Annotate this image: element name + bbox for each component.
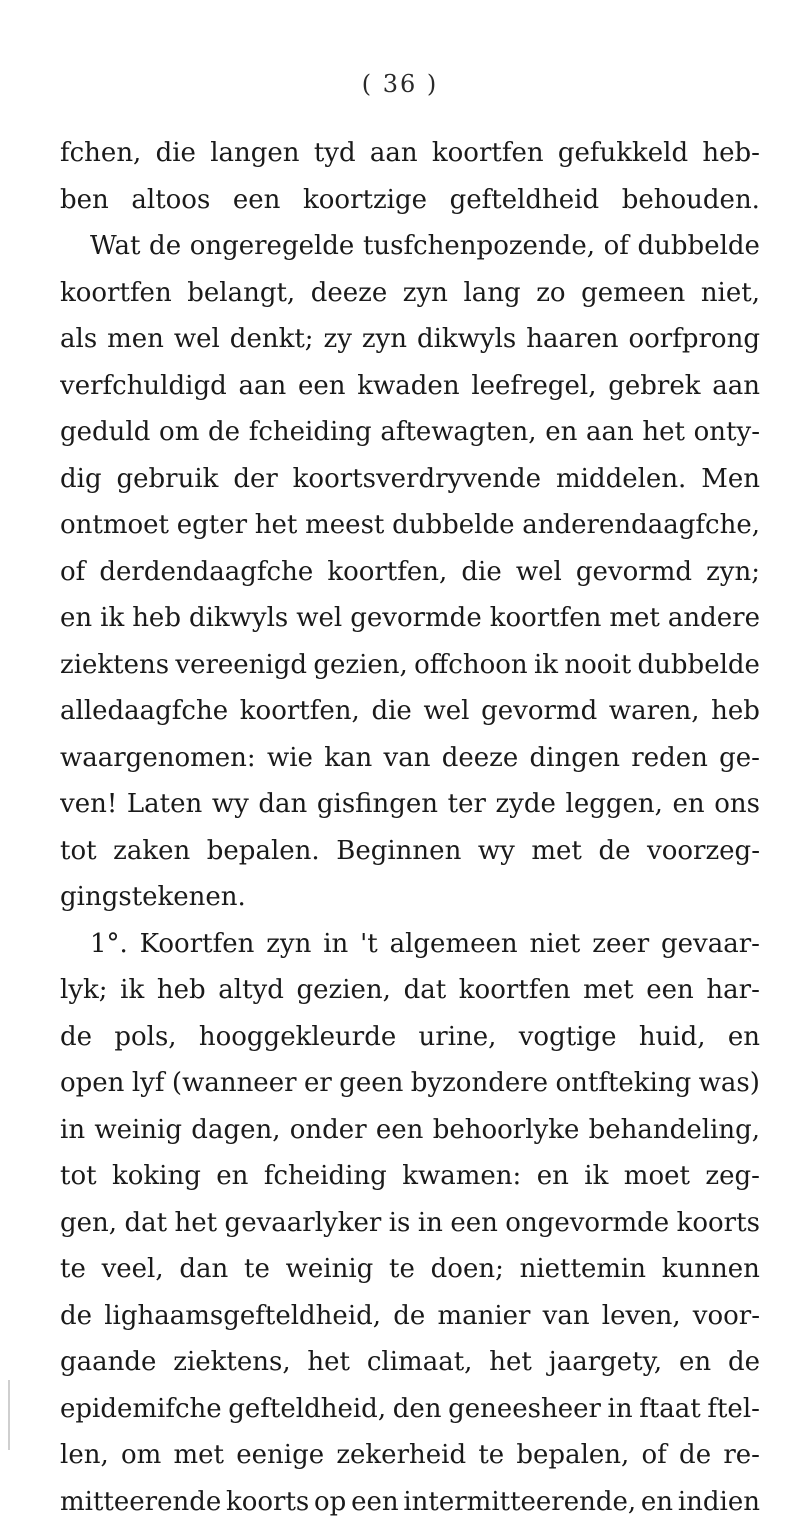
word: leefregel, [471,363,596,410]
word: de [208,409,240,456]
word: of [60,549,85,596]
word: wel [174,316,220,363]
word: ben [60,177,109,224]
word: in [323,921,348,968]
text-line [60,130,760,177]
word: heb [132,595,181,642]
word: dagen, [191,1107,280,1154]
word: offchoon [414,642,527,689]
word: het [642,409,685,456]
word: 1°. [90,921,128,968]
word: en [679,1339,711,1386]
word: dubbelde [392,502,514,549]
word: te [60,1246,86,1293]
word: kunnen [662,1246,760,1293]
word: tot [60,828,97,875]
word: ons [714,781,760,828]
word: en [641,1479,673,1525]
word: ik [100,595,124,642]
word: waren, [609,688,700,735]
word: lighaamsgefteldheid, [104,1293,381,1340]
word: geneesheer [448,1386,601,1433]
word: pols, [114,1014,176,1061]
word: een [646,967,694,1014]
word: koortsverdryvende [293,456,541,503]
word: kan [324,735,372,782]
text-line [60,177,760,224]
word: was) [699,1060,760,1107]
word: denkt; [230,316,314,363]
word: alledaagfche [60,688,228,735]
text-line [60,595,760,642]
word: gevormd [576,549,692,596]
word: indien [678,1479,760,1525]
word: zeg- [705,1153,760,1200]
word: gebrek [608,363,700,410]
word: gaande [60,1339,156,1386]
word: huid, [639,1014,706,1061]
word: heb [711,688,760,735]
word: fcheiding [264,1153,387,1200]
word: er [304,1060,332,1107]
word: in [608,1386,633,1433]
word: koorts [226,1479,309,1525]
word: in [418,1200,443,1247]
text-line [60,735,760,782]
text-line [60,1200,760,1247]
text-line [60,1479,760,1525]
text-line [60,1386,760,1433]
word: te [478,1432,504,1479]
word: wel [423,688,469,735]
word: koortfen, [327,549,447,596]
word: en [60,595,92,642]
word: op [314,1479,346,1525]
word: algemeen [390,921,518,968]
word: zyn [266,921,311,968]
word: van [543,1293,590,1340]
word: har- [706,967,759,1014]
word: koortfen, [240,688,360,735]
text-line [60,1107,760,1154]
word: om [121,1432,161,1479]
word: te [389,1246,415,1293]
word: gezien, [313,642,407,689]
word: in [60,1107,85,1154]
word: bepalen. [207,828,320,875]
word: een [298,363,346,410]
word: van [384,735,431,782]
text-line [60,642,760,689]
word: mitteerende [60,1479,221,1525]
text-line [60,688,760,735]
word: ven! [60,781,117,828]
word: een [376,1107,424,1154]
text-line [60,270,760,317]
word: koking [112,1153,201,1200]
word: ontmoet [60,502,169,549]
word: aan [239,363,287,410]
word: derdendaagfche [99,549,313,596]
word: Laten [127,781,202,828]
word: gebruik [117,456,219,503]
word: haaren [526,316,618,363]
word: ziektens, [173,1339,290,1386]
word: dingen [530,735,620,782]
text-line [60,502,760,549]
word: der [233,456,277,503]
margin-rule [8,1380,10,1450]
word: gezien, [297,967,391,1014]
word: vogtige [519,1014,617,1061]
word: niet [529,921,580,968]
word: altoos [131,177,210,224]
word: leggen, [566,781,663,828]
word: koortfen [459,967,571,1014]
word: aan [370,130,418,177]
word: die [156,130,196,177]
word: gen, [60,1200,117,1247]
word: lyk; [60,967,108,1014]
word: voor- [693,1293,760,1340]
word: climaat, [367,1339,473,1386]
word: len, [60,1432,109,1479]
word: belangt, [187,270,295,317]
word: koortfen [490,595,602,642]
body-text [60,130,760,1525]
text-line [60,1060,760,1107]
word: gefukkeld [558,130,688,177]
word: dat [404,967,447,1014]
word: of [642,1432,667,1479]
word: behouden. [622,177,760,224]
word: reden [631,735,708,782]
word: koortfen [432,130,544,177]
word: gevormde [350,595,482,642]
word: leven, [602,1293,681,1340]
word: ik [120,967,144,1014]
word: moet [624,1153,690,1200]
word: lyf [132,1060,165,1107]
text-line [60,456,760,503]
word: ongeregelde [190,223,355,270]
word: re- [723,1432,760,1479]
word: fcheiding [249,409,372,456]
word: aftewagten, [380,409,536,456]
word: dikwyls [417,316,516,363]
word: manier [437,1293,530,1340]
word: niettemin [520,1246,646,1293]
word: zyde [495,781,555,828]
word: een [233,177,281,224]
word: altyd [218,967,284,1014]
text-line [60,363,760,410]
word: gisfingen [317,781,438,828]
word: andere [668,595,760,642]
word: zekerheid [336,1432,466,1479]
word: dat [124,1200,167,1247]
word: waargenomen: [60,735,256,782]
word: intermitteerende, [403,1479,636,1525]
text-line [60,921,760,968]
word: de [60,1014,92,1061]
word: middelen. [556,456,686,503]
word: bepalen, [516,1432,629,1479]
word: urine, [419,1014,497,1061]
word: of [604,223,629,270]
text-line [60,409,760,456]
word: met [531,828,582,875]
word: de [679,1432,711,1479]
word: het [489,1339,532,1386]
word: ftel- [707,1386,760,1433]
word: ongevormde [505,1200,669,1247]
word: dikwyls [189,595,288,642]
word: gefteldheid [450,177,600,224]
word: ziektens [60,642,169,689]
word: onder [290,1107,367,1154]
word: geduld [60,409,150,456]
word: egter [177,502,247,549]
word: gevormd [481,688,597,735]
word: ge- [719,735,760,782]
text-line [60,1153,760,1200]
word: hooggekleurde [199,1014,396,1061]
word: wel [516,549,562,596]
word: en [545,409,577,456]
word: zyn; [706,549,760,596]
word: zeer [592,921,649,968]
word: ontfteking [555,1060,691,1107]
word: een [351,1479,399,1525]
word: tot [60,1153,97,1200]
word: dubbelde [638,642,760,689]
word: fchen, [60,130,141,177]
word: voorzeg- [647,828,760,875]
word: is [389,1200,411,1247]
word: heb- [702,130,760,177]
word: wy [478,828,515,875]
word: zaken [113,828,190,875]
word: tusfchenpozende, [363,223,595,270]
word: behoorlyke [433,1107,580,1154]
word: met [174,1432,225,1479]
word: epidemifche [60,1386,222,1433]
word: tyd [314,130,356,177]
word: men [107,316,164,363]
word: en [537,1153,569,1200]
word: kwamen: [402,1153,521,1200]
word: de [598,828,630,875]
page-number: ( 36 ) [0,70,800,98]
word: langen [210,130,299,177]
word: (wanneer [172,1060,297,1107]
word: dan [258,781,307,828]
word: ftaat [639,1386,701,1433]
text-line [60,1293,760,1340]
word: wy [212,781,249,828]
word: jaargety, [549,1339,662,1386]
word: en [672,781,704,828]
word: een [450,1200,498,1247]
word: de [60,1293,92,1340]
word: dubbelde [638,223,760,270]
word: gevaarlyker [225,1200,382,1247]
word: kwaden [357,363,459,410]
word: gemeen [581,270,685,317]
word: zyn [403,270,448,317]
word: doen; [431,1246,504,1293]
word: heb [157,967,206,1014]
word: koortzige [303,177,427,224]
word: gevaar- [661,921,760,968]
word: eenige [236,1432,324,1479]
word: wel [296,595,342,642]
word: de [149,223,181,270]
word: met [609,595,660,642]
text-line [60,223,760,270]
word: aan [586,409,634,456]
word: byzondere [411,1060,548,1107]
word: Beginnen [336,828,461,875]
word: en [728,1014,760,1061]
word: behandeling, [589,1107,760,1154]
word: den [393,1386,442,1433]
text-line [60,1014,760,1061]
text-line [60,828,760,875]
word: weinig [286,1246,374,1293]
word: Men [701,456,760,503]
text-line [60,781,760,828]
word: deeze [442,735,519,782]
word: koortfen [60,270,172,317]
word: het [307,1339,350,1386]
text-line [60,1339,760,1386]
word: dan [179,1246,228,1293]
word: als [60,316,97,363]
word: gefteldheid, [228,1386,386,1433]
word: open [60,1060,124,1107]
word: ik [534,642,558,689]
word: meest [305,502,384,549]
word: nooit [564,642,631,689]
word: vereenigd [175,642,307,689]
word: te [244,1246,270,1293]
word: anderendaagfche, [522,502,760,549]
word: ter [448,781,486,828]
text-line [60,316,760,363]
word: aan [712,363,760,410]
word: Koortfen [140,921,255,968]
word: koorts [677,1200,760,1247]
word: en [216,1153,248,1200]
word: het [255,502,298,549]
word: geen [339,1060,403,1107]
word: onty- [694,409,760,456]
word: gingstekenen. [60,874,246,921]
word: weinig [94,1107,182,1154]
word: veel, [102,1246,164,1293]
word: de [728,1339,760,1386]
word: wie [267,735,313,782]
word: die [461,549,501,596]
word: niet, [701,270,760,317]
text-line [60,874,760,921]
word: deeze [311,270,388,317]
word: zyn [362,316,407,363]
text-line [60,967,760,1014]
word: die [371,688,411,735]
word: zo [536,270,565,317]
word: lang [463,270,520,317]
word: dig [60,456,102,503]
word: ik [584,1153,608,1200]
word: om [159,409,199,456]
word: zy [324,316,352,363]
word: Wat [90,223,140,270]
word: verfchuldigd [60,363,227,410]
word: met [583,967,634,1014]
text-line [60,1246,760,1293]
word: oorfprong [628,316,759,363]
word: de [393,1293,425,1340]
text-line [60,1432,760,1479]
text-line [60,549,760,596]
word: het [175,1200,218,1247]
word: 't [360,921,378,968]
